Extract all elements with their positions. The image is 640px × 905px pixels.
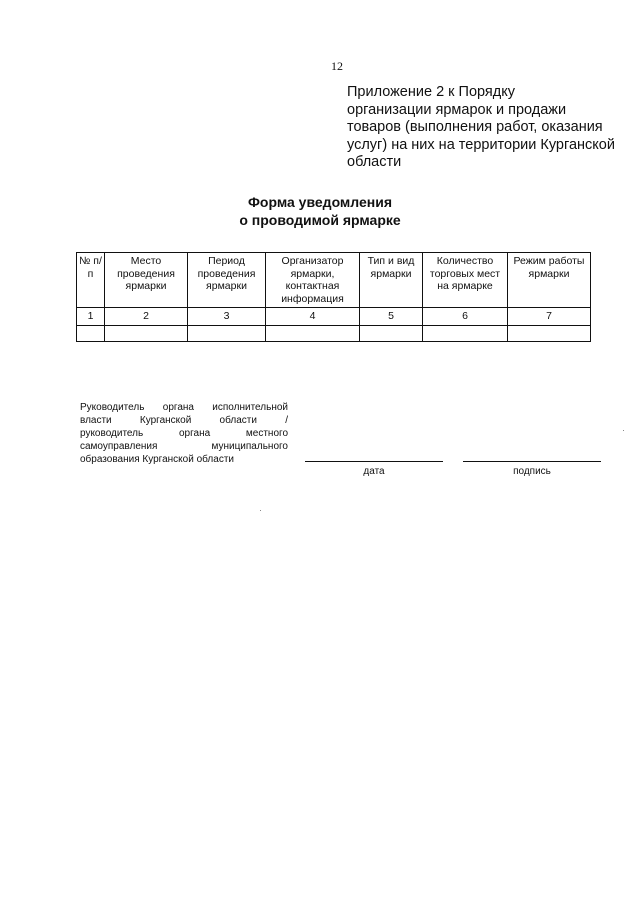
signatory-line: самоуправления муниципального xyxy=(80,441,288,452)
signatory-line: власти Курганской области / xyxy=(80,415,288,426)
table-cell: 5 xyxy=(360,308,423,326)
table-cell-empty xyxy=(508,325,591,341)
header-cell-type: Тип и вид ярмарки xyxy=(360,253,423,308)
date-caption: дата xyxy=(363,466,385,477)
signatory-line: Руководитель органа исполнительной xyxy=(80,402,288,413)
form-title xyxy=(210,193,430,229)
header-cell-places: Количество торговых мест на ярмарке xyxy=(423,253,508,308)
appendix-line: товаров (выполнения работ, оказания xyxy=(347,119,603,135)
scan-speck xyxy=(623,430,624,431)
table-cell-empty xyxy=(360,325,423,341)
table-cell: 7 xyxy=(508,308,591,326)
appendix-line: области xyxy=(347,154,402,170)
page-number: 12 xyxy=(331,59,343,73)
table-cell: 1 xyxy=(77,308,105,326)
signature-field-line[interactable] xyxy=(463,461,601,462)
table-cell-empty xyxy=(105,325,188,341)
signatory-line: руководитель органа местного xyxy=(80,428,288,439)
signatory-title xyxy=(80,401,288,466)
table-numbering-row xyxy=(77,308,591,326)
table-cell: 3 xyxy=(188,308,266,326)
table-cell-empty xyxy=(188,325,266,341)
signature-caption: подпись xyxy=(513,466,551,477)
form-title-line-1: Форма уведомления xyxy=(247,194,393,210)
table-header-row xyxy=(77,253,591,308)
table-cell: 6 xyxy=(423,308,508,326)
table-cell: 4 xyxy=(266,308,360,326)
scan-speck xyxy=(260,510,261,511)
header-cell-location: Место проведения ярмарки xyxy=(105,253,188,308)
table-cell: 2 xyxy=(105,308,188,326)
notice-table xyxy=(76,252,591,342)
appendix-line: услуг) на них на территории Курганской xyxy=(347,136,615,153)
header-cell-number: № п/п xyxy=(77,253,105,308)
table-cell-empty xyxy=(266,325,360,341)
header-cell-organizer: Организатор ярмарки, контактная информация xyxy=(266,253,360,308)
form-title-line-2: о проводимой ярмарке xyxy=(239,212,401,228)
header-cell-schedule: Режим работы ярмарки xyxy=(508,253,591,308)
appendix-line: Приложение 2 к Порядку xyxy=(347,84,515,100)
table-cell-empty xyxy=(77,325,105,341)
table-cell-empty xyxy=(423,325,508,341)
date-field-line[interactable] xyxy=(305,461,443,462)
table-row xyxy=(77,325,591,341)
header-cell-period: Период проведения ярмарки xyxy=(188,253,266,308)
appendix-line: организации ярмарок и продажи xyxy=(347,101,567,118)
appendix-reference xyxy=(347,84,617,172)
signatory-line: образования Курганской области xyxy=(80,454,234,465)
